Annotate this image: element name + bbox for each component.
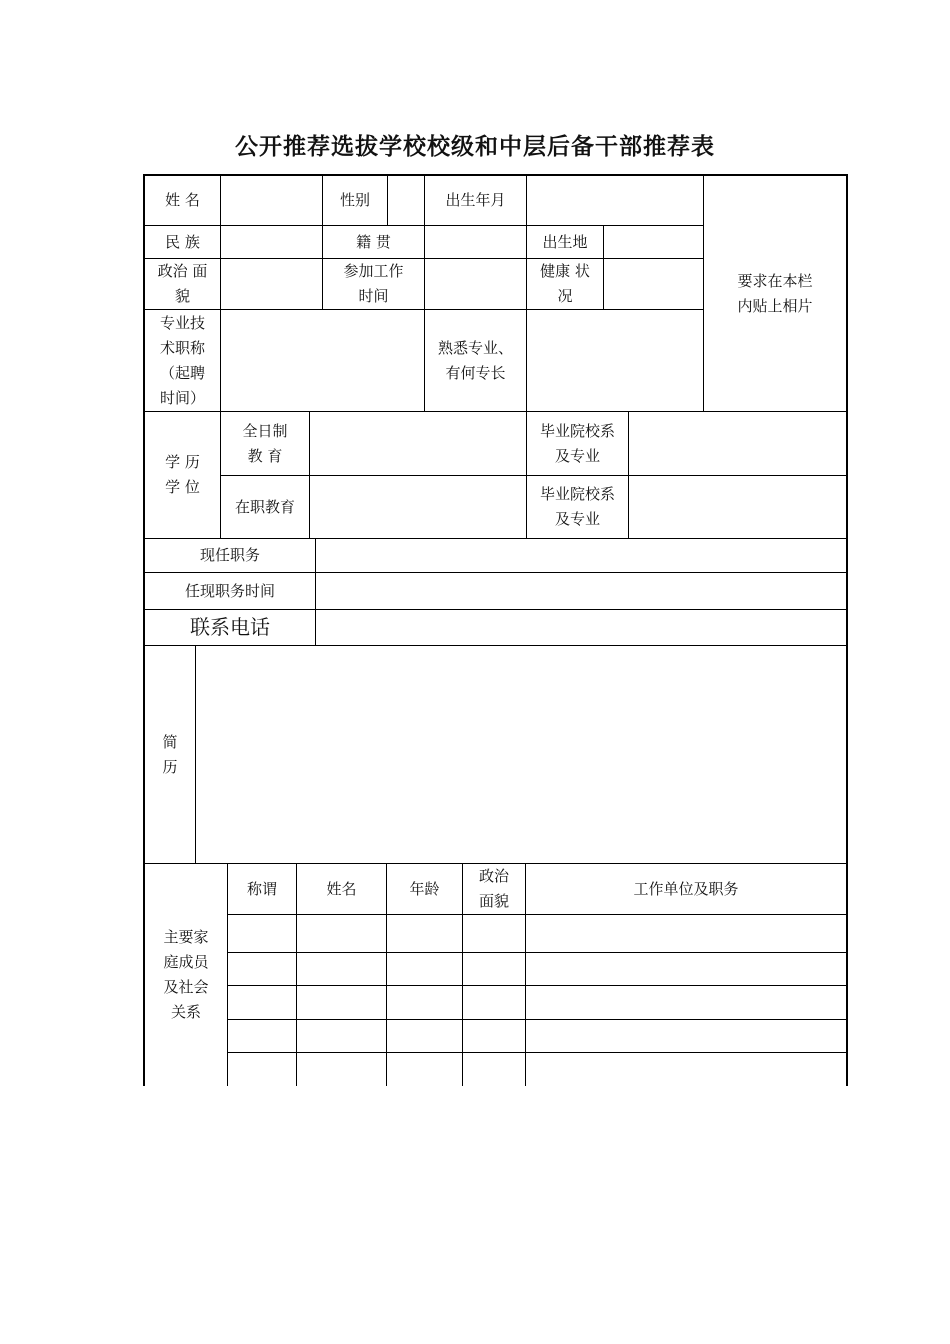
professional-title-label — [145, 310, 220, 411]
family-header-politics — [463, 864, 525, 914]
inservice-education-label: 在职教育 — [234, 497, 295, 516]
education-degree-label — [145, 412, 220, 538]
expertise-field[interactable] — [527, 310, 703, 411]
family-header-age: 年龄 — [409, 879, 440, 898]
family-header-politics-line2: 面貌 — [478, 892, 509, 910]
family-label-line4: 关系 — [170, 1003, 201, 1021]
professional-title-field[interactable] — [221, 310, 424, 411]
phone-field[interactable] — [316, 610, 846, 645]
fulltime-graduate-line1: 毕业院校系 — [539, 421, 615, 440]
family-header-politics-line1: 政治 — [478, 867, 509, 885]
inservice-education-field[interactable] — [310, 476, 526, 538]
political-status-line1: 政治 面 — [157, 262, 208, 280]
education-line2: 学 位 — [165, 478, 200, 496]
photo-note-line2: 内贴上相片 — [737, 296, 813, 315]
family-row[interactable] — [228, 986, 846, 1019]
resume-field[interactable] — [196, 646, 846, 863]
political-status-field[interactable] — [221, 259, 322, 309]
family-row[interactable] — [228, 1053, 846, 1086]
resume-line1: 简 — [162, 732, 178, 751]
gender-label: 性别 — [339, 191, 370, 209]
inservice-graduate-label — [527, 476, 628, 538]
expertise-label — [425, 310, 526, 411]
work-start-line1: 参加工作 — [343, 262, 404, 280]
native-place-field[interactable] — [425, 226, 526, 258]
gender-field[interactable] — [388, 176, 424, 225]
resume-line2: 历 — [162, 757, 178, 776]
birth-date-label: 出生年月 — [445, 191, 506, 209]
education-line1: 学 历 — [165, 453, 200, 471]
family-label-line1: 主要家 — [163, 928, 209, 946]
fulltime-line1: 全日制 — [242, 421, 288, 440]
ethnicity-field[interactable] — [221, 226, 322, 258]
fulltime-education-label — [221, 412, 309, 475]
native-place-label: 籍 贯 — [356, 232, 391, 251]
professional-title-line1: 专业技 — [159, 313, 205, 332]
work-start-line2: 时间 — [358, 287, 389, 305]
family-header-employer: 工作单位及职务 — [633, 879, 739, 898]
birthplace-field[interactable] — [604, 226, 703, 258]
family-row[interactable] — [228, 953, 846, 985]
fulltime-graduate-label — [527, 412, 628, 475]
ethnicity-label: 民 族 — [165, 232, 200, 251]
health-line2: 况 — [557, 287, 573, 305]
professional-title-line4: 时间） — [159, 388, 205, 407]
political-status-label — [145, 259, 220, 309]
photo-area[interactable] — [704, 176, 846, 411]
expertise-line2: 有何专长 — [445, 363, 506, 382]
post-time-field[interactable] — [316, 573, 846, 609]
birth-date-field[interactable] — [527, 176, 703, 225]
birthplace-label: 出生地 — [542, 232, 588, 251]
inservice-graduate-line2: 及专业 — [554, 510, 600, 528]
photo-note-line1: 要求在本栏 — [737, 271, 813, 290]
fulltime-graduate-line2: 及专业 — [554, 446, 600, 465]
health-line1: 健康 状 — [540, 262, 590, 280]
family-header-relation: 称谓 — [246, 879, 277, 898]
inservice-graduate-field[interactable] — [629, 476, 846, 538]
fulltime-education-field[interactable] — [310, 412, 526, 475]
phone-label: 联系电话 — [190, 615, 270, 639]
post-time-label: 任现职务时间 — [184, 581, 275, 600]
resume-label — [145, 646, 195, 863]
form-title: 公开推荐选拔学校校级和中层后备干部推荐表 — [235, 133, 715, 160]
work-start-field[interactable] — [425, 259, 526, 309]
political-status-line2: 貌 — [174, 287, 190, 305]
expertise-line1: 熟悉专业、 — [437, 338, 513, 357]
professional-title-line2: 术职称 — [159, 338, 205, 357]
health-label — [527, 259, 603, 309]
current-post-label: 现任职务 — [199, 546, 260, 564]
fulltime-graduate-field[interactable] — [629, 412, 846, 475]
family-relations-label — [145, 864, 227, 1086]
professional-title-line3: （起聘 — [159, 363, 205, 382]
name-label: 姓 名 — [165, 191, 200, 209]
current-post-field[interactable] — [316, 539, 846, 572]
name-field[interactable] — [221, 176, 322, 225]
family-row[interactable] — [228, 915, 846, 952]
family-label-line3: 及社会 — [163, 978, 209, 996]
inservice-graduate-line1: 毕业院校系 — [539, 485, 615, 503]
work-start-label — [323, 259, 424, 309]
family-header-name: 姓名 — [326, 879, 357, 898]
family-row[interactable] — [228, 1020, 846, 1052]
health-field[interactable] — [604, 259, 703, 309]
family-label-line2: 庭成员 — [163, 953, 209, 971]
fulltime-line2: 教 育 — [247, 446, 283, 465]
